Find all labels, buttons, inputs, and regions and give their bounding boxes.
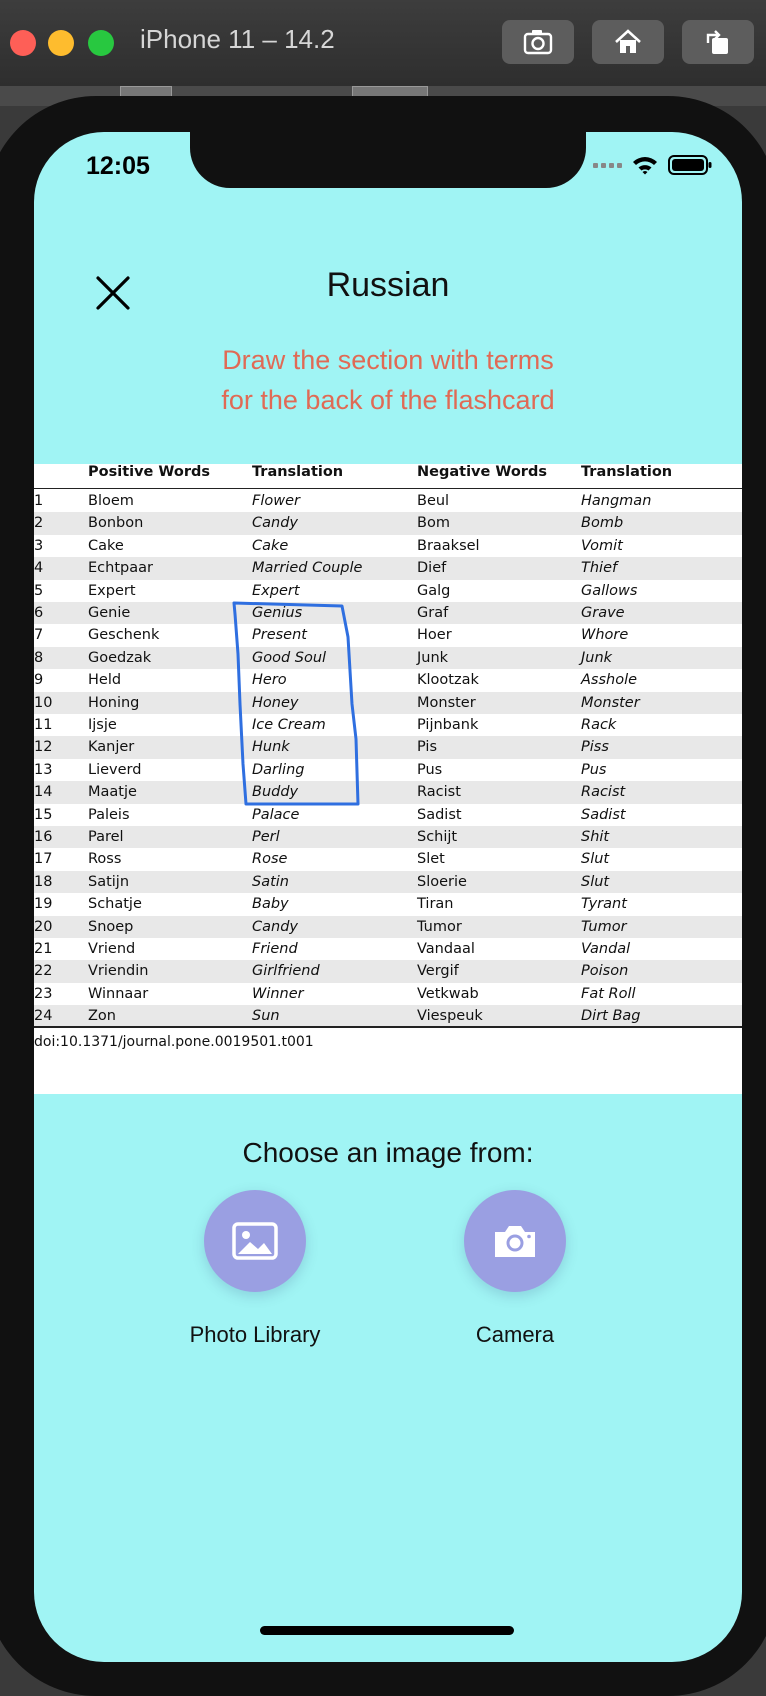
- instruction-text: [34, 340, 742, 420]
- table-cell: Poison: [581, 963, 629, 980]
- table-row: [34, 983, 742, 1005]
- table-row: [34, 781, 742, 803]
- table-cell: 23: [34, 985, 53, 1002]
- table-cell: Echtpaar: [88, 560, 153, 577]
- table-cell: Expert: [252, 582, 300, 599]
- home-button[interactable]: [592, 20, 664, 64]
- table-cell: 5: [34, 582, 44, 599]
- table-bottom-rule: [34, 1026, 742, 1028]
- table-cell: Pus: [581, 761, 607, 778]
- table-cell: Vergif: [417, 963, 459, 980]
- table-cell: Ijsje: [88, 717, 117, 733]
- table-cell: Shit: [581, 829, 610, 845]
- table-cell: Flower: [252, 493, 300, 509]
- table-row: [34, 714, 742, 736]
- table-cell: Piss: [581, 739, 609, 756]
- table-cell: Genius: [252, 605, 303, 621]
- rotate-button[interactable]: [682, 20, 754, 64]
- table-cell: 16: [34, 829, 53, 845]
- table-cell: Honing: [88, 694, 140, 711]
- simulator-titlebar: [0, 0, 766, 87]
- table-cell: Galg: [417, 582, 451, 599]
- zoom-window-button[interactable]: [88, 30, 114, 56]
- table-cell: Satin: [252, 873, 289, 890]
- doi-caption: doi:10.1371/journal.pone.0019501.t001: [34, 1034, 314, 1050]
- table-row: [34, 759, 742, 781]
- table-cell: Monster: [581, 694, 640, 711]
- table-cell: Honey: [252, 694, 299, 711]
- table-cell: Dirt Bag: [581, 1008, 641, 1025]
- table-cell: Ice Cream: [252, 717, 326, 733]
- table-row: [34, 960, 742, 982]
- table-cell: Ross: [88, 851, 122, 868]
- battery-icon: [668, 154, 712, 176]
- table-cell: Whore: [581, 627, 629, 644]
- table-cell: Slut: [581, 851, 610, 868]
- table-cell: 24: [34, 1008, 53, 1025]
- table-row: [34, 557, 742, 579]
- table-cell: Expert: [88, 582, 136, 599]
- screenshot-icon: [521, 25, 555, 59]
- table-cell: Lieverd: [88, 761, 142, 778]
- photo-icon: [231, 1221, 279, 1261]
- table-row: [34, 871, 742, 893]
- table-cell: Schatje: [88, 896, 142, 913]
- table-header-cell: Negative Words: [417, 464, 547, 480]
- phone-screen: [34, 132, 742, 1662]
- table-cell: 20: [34, 918, 53, 935]
- table-cell: Graf: [417, 605, 449, 621]
- wifi-icon: [632, 155, 658, 175]
- table-cell: 9: [34, 672, 44, 689]
- table-header-cell: Translation: [252, 464, 344, 480]
- home-icon: [611, 25, 645, 59]
- table-cell: 1: [34, 493, 44, 509]
- table-cell: Candy: [252, 918, 298, 935]
- table-cell: Present: [252, 627, 307, 644]
- table-cell: Vriend: [88, 941, 136, 957]
- status-icons: [593, 154, 712, 176]
- table-cell: Genie: [88, 605, 131, 621]
- table-cell: Braaksel: [417, 537, 480, 554]
- table-cell: 2: [34, 515, 44, 532]
- table-cell: Perl: [252, 829, 280, 845]
- table-header: [34, 464, 742, 489]
- table-cell: Satijn: [88, 873, 130, 890]
- table-cell: Slet: [417, 851, 445, 868]
- table-cell: Pis: [417, 739, 438, 756]
- table-cell: Snoep: [88, 918, 134, 935]
- table-cell: Vetkwab: [417, 985, 479, 1002]
- table-cell: 12: [34, 739, 53, 756]
- table-cell: Gallows: [581, 582, 638, 599]
- table-cell: Bonbon: [88, 515, 144, 532]
- table-row: [34, 647, 742, 669]
- table-cell: Winnaar: [88, 985, 149, 1002]
- table-cell: 13: [34, 761, 53, 778]
- notch: [190, 132, 586, 188]
- table-cell: Goedzak: [88, 649, 152, 666]
- home-indicator: [260, 1626, 514, 1635]
- table-cell: Vriendin: [88, 963, 149, 980]
- table-cell: Asshole: [581, 672, 638, 689]
- table-row: [34, 535, 742, 557]
- camera-label: Camera: [475, 1322, 555, 1347]
- table-cell: Hunk: [252, 739, 290, 756]
- table-cell: Married Couple: [252, 560, 363, 577]
- rotate-icon: [701, 25, 735, 59]
- table-cell: Vomit: [581, 537, 623, 554]
- table-cell: Parel: [88, 829, 124, 845]
- table-cell: Bomb: [581, 515, 624, 532]
- table-cell: Tiran: [417, 896, 454, 913]
- table-cell: 8: [34, 649, 44, 666]
- table-cell: Sloerie: [417, 873, 467, 890]
- page-title: Russian: [326, 266, 450, 304]
- table-cell: Good Soul: [252, 649, 327, 666]
- table-cell: 14: [34, 784, 53, 801]
- table-cell: Bloem: [88, 493, 134, 509]
- table-row: [34, 624, 742, 646]
- table-cell: Pus: [417, 761, 443, 778]
- table-cell: 10: [34, 694, 53, 711]
- table-cell: Sun: [252, 1008, 280, 1025]
- table-cell: Winner: [252, 985, 304, 1002]
- table-cell: Rack: [581, 717, 617, 733]
- table-row: [34, 938, 742, 960]
- table-cell: Dief: [417, 560, 447, 577]
- table-cell: Buddy: [252, 784, 299, 801]
- table-cell: Sadist: [417, 806, 462, 823]
- table-cell: Cake: [88, 537, 124, 554]
- table-row: [34, 736, 742, 758]
- table-cell: Beul: [417, 493, 450, 509]
- table-cell: Maatje: [88, 784, 137, 801]
- table-cell: Tumor: [581, 918, 627, 935]
- table-cell: 15: [34, 806, 53, 823]
- table-cell: Slut: [581, 873, 610, 890]
- table-cell: Palace: [252, 806, 300, 823]
- chooser-prompt: Choose an image from:: [242, 1137, 534, 1168]
- table-cell: Vandaal: [417, 941, 475, 957]
- table-row: [34, 826, 742, 848]
- minimize-window-button[interactable]: [48, 30, 74, 56]
- table-cell: Zon: [88, 1008, 116, 1025]
- table-cell: Fat Roll: [581, 985, 636, 1002]
- simulator-title: iPhone 11 – 14.2: [140, 24, 335, 54]
- table-cell: Geschenk: [88, 627, 160, 644]
- table-cell: 22: [34, 963, 53, 980]
- table-cell: 4: [34, 560, 44, 577]
- instruction-line-1: Draw the section with terms: [222, 345, 554, 375]
- cellular-signal-icon: [593, 163, 622, 168]
- document-image-canvas[interactable]: [34, 464, 742, 1094]
- table-row: [34, 669, 742, 691]
- table-cell: Hangman: [581, 493, 652, 509]
- photo-library-label: Photo Library: [189, 1322, 321, 1347]
- table-row: [34, 602, 742, 624]
- table-header-cell: Positive Words: [88, 464, 211, 480]
- status-time: 12:05: [86, 152, 150, 180]
- table-cell: Pijnbank: [417, 717, 479, 733]
- table-cell: 3: [34, 537, 44, 554]
- table-cell: Candy: [252, 515, 298, 532]
- table-cell: 18: [34, 873, 53, 890]
- table-cell: Girlfriend: [252, 963, 320, 980]
- table-row: [34, 490, 742, 512]
- screenshot-button[interactable]: [502, 20, 574, 64]
- table-cell: Rose: [252, 851, 288, 868]
- table-row: [34, 512, 742, 534]
- instruction-line-2: for the back of the flashcard: [221, 385, 555, 415]
- table-cell: Hero: [252, 672, 287, 689]
- table-cell: Sadist: [581, 806, 626, 823]
- table-cell: Racist: [581, 784, 626, 801]
- table-row: [34, 804, 742, 826]
- table-cell: Bom: [417, 515, 450, 532]
- table-cell: Baby: [252, 896, 289, 913]
- table-cell: Darling: [252, 761, 305, 778]
- table-row: [34, 916, 742, 938]
- table-cell: 21: [34, 941, 53, 957]
- close-window-button[interactable]: [10, 30, 36, 56]
- camera-button[interactable]: [464, 1190, 566, 1292]
- table-row: [34, 580, 742, 602]
- table-cell: Friend: [252, 941, 298, 957]
- photo-library-button[interactable]: [204, 1190, 306, 1292]
- table-cell: Viespeuk: [417, 1008, 483, 1025]
- table-row: [34, 1005, 742, 1027]
- table-row: [34, 692, 742, 714]
- table-row: [34, 893, 742, 915]
- camera-icon: [491, 1221, 539, 1261]
- table-cell: Tyrant: [581, 896, 627, 913]
- table-cell: 19: [34, 896, 53, 913]
- table-cell: 17: [34, 851, 53, 868]
- table-row: [34, 848, 742, 870]
- table-cell: Cake: [252, 537, 289, 554]
- table-cell: Hoer: [417, 627, 452, 644]
- table-cell: 7: [34, 627, 44, 644]
- table-cell: Monster: [417, 694, 476, 711]
- table-cell: Klootzak: [417, 672, 479, 689]
- table-cell: Junk: [581, 649, 613, 666]
- table-cell: 11: [34, 717, 53, 733]
- table-cell: Schijt: [417, 829, 458, 845]
- table-cell: 6: [34, 605, 44, 621]
- table-cell: Grave: [581, 605, 625, 621]
- table-cell: Vandal: [581, 941, 631, 957]
- table-cell: Junk: [417, 649, 449, 666]
- table-cell: Held: [88, 672, 122, 689]
- table-header-cell: Translation: [581, 464, 673, 480]
- table-cell: Racist: [417, 784, 461, 801]
- table-cell: Kanjer: [88, 739, 135, 756]
- table-cell: Thief: [581, 560, 618, 577]
- table-cell: Paleis: [88, 806, 130, 823]
- table-cell: Tumor: [417, 918, 462, 935]
